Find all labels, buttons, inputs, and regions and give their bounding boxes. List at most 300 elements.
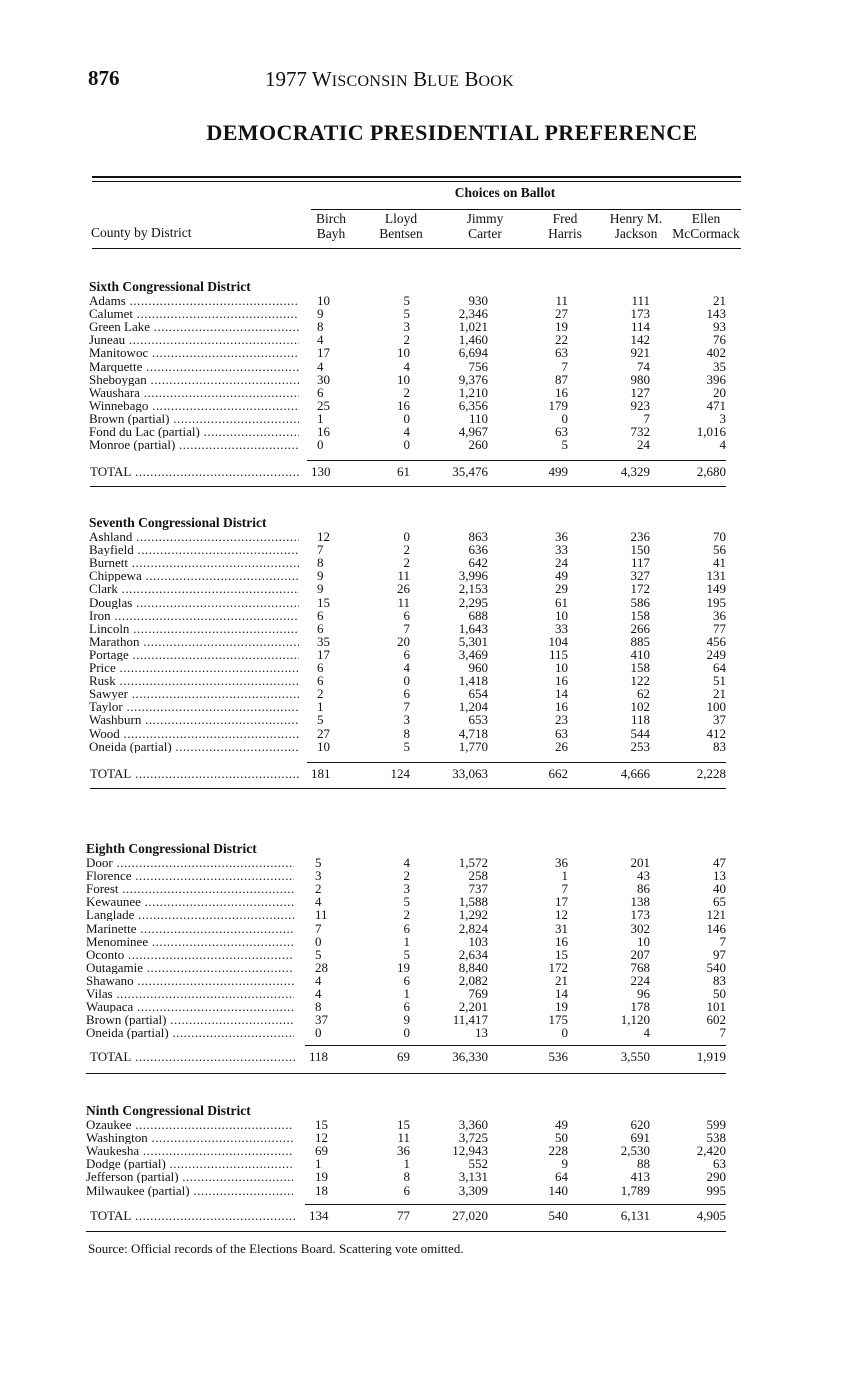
total-cell: 499: [548, 464, 568, 479]
vote-cell: 960: [468, 660, 488, 675]
vote-cell: 1,204: [458, 699, 488, 715]
vote-cell: 27: [555, 306, 568, 322]
county-name: Oneida (partial) .....: [86, 1026, 294, 1039]
book-word-lue: LUE: [427, 73, 460, 90]
county-name: Vilas .....: [86, 987, 294, 1000]
county-row: [0, 1131, 859, 1144]
county-row: [0, 320, 859, 333]
county-row: [0, 1026, 859, 1039]
vote-cell: 131: [706, 568, 726, 584]
county-row: [0, 346, 859, 359]
vote-cell: 6: [403, 972, 410, 988]
vote-cell: 4: [643, 1025, 650, 1041]
vote-cell: 10: [317, 738, 330, 754]
vote-cell: 7: [561, 881, 568, 897]
vote-cell: 11: [397, 568, 410, 584]
vote-cell: 5: [403, 946, 410, 962]
vote-cell: 1: [561, 868, 568, 884]
total-cell: 4,666: [620, 766, 650, 781]
county-name: Green Lake .....: [89, 320, 299, 333]
vote-cell: 0: [561, 1025, 568, 1041]
vote-cell: 5: [403, 894, 410, 910]
county-name: Langlade .....: [86, 908, 294, 921]
vote-cell: 35: [317, 633, 330, 649]
vote-cell: 327: [630, 568, 650, 584]
vote-cell: 63: [555, 725, 568, 741]
vote-cell: 302: [630, 920, 650, 936]
vote-cell: 173: [630, 907, 650, 923]
vote-cell: 402: [706, 345, 726, 361]
vote-cell: 4: [315, 986, 322, 1001]
vote-cell: 51: [713, 673, 726, 689]
vote-cell: 10: [555, 660, 568, 675]
county-row: [0, 674, 859, 687]
vote-cell: 540: [706, 959, 726, 975]
vote-cell: 6: [317, 384, 324, 400]
county-row: [0, 987, 859, 1000]
vote-cell: 21: [713, 293, 726, 308]
vote-cell: 1,021: [458, 319, 488, 335]
vote-cell: 6: [403, 999, 410, 1015]
vote-cell: 6,694: [458, 345, 488, 361]
county-row: [0, 1170, 859, 1183]
county-row: [0, 869, 859, 882]
total-cell: 4,329: [620, 464, 650, 479]
county-name: Adams .....: [89, 294, 299, 307]
vote-cell: 15: [315, 1117, 328, 1132]
vote-cell: 0: [561, 410, 568, 426]
vote-cell: 544: [630, 725, 650, 741]
county-row: [0, 386, 859, 399]
county-row: [0, 425, 859, 438]
vote-cell: 4: [403, 358, 410, 374]
county-row: [0, 908, 859, 921]
vote-cell: 36: [397, 1143, 410, 1159]
vote-cell: 602: [706, 1012, 726, 1028]
vote-cell: 3: [315, 868, 322, 884]
vote-cell: 3,725: [458, 1130, 488, 1146]
vote-cell: 16: [317, 424, 330, 439]
vote-cell: 11: [397, 1130, 410, 1146]
total-top-rule: [307, 762, 726, 763]
vote-cell: 83: [713, 738, 726, 754]
vote-cell: 5: [403, 293, 410, 308]
section-bottom-rule: [86, 1073, 726, 1074]
vote-cell: 36: [555, 855, 568, 870]
county-name: Winnebago .....: [89, 399, 299, 412]
column-last-name: Jackson: [614, 226, 658, 241]
total-label: TOTAL .....: [90, 1208, 295, 1223]
total-cell: 536: [548, 1049, 568, 1064]
vote-cell: 50: [555, 1130, 568, 1146]
total-cell: 33,063: [452, 766, 488, 781]
vote-cell: 62: [637, 686, 650, 702]
county-row: [0, 556, 859, 569]
county-name: Manitowoc .....: [89, 346, 299, 359]
vote-cell: 412: [706, 725, 726, 741]
total-cell: 118: [309, 1049, 329, 1064]
book-word-b2: B: [464, 67, 479, 91]
total-row-ninth: [0, 1208, 859, 1223]
vote-cell: 36: [713, 607, 726, 623]
vote-cell: 6: [403, 607, 410, 623]
county-row: [0, 530, 859, 543]
vote-cell: 620: [630, 1117, 650, 1132]
total-row-seventh: [0, 766, 859, 781]
vote-cell: 1,643: [458, 620, 488, 636]
vote-cell: 127: [630, 384, 650, 400]
total-cell: 27,020: [452, 1208, 488, 1223]
column-header-bayh: [301, 211, 361, 241]
total-label: TOTAL .....: [90, 766, 300, 781]
vote-cell: 236: [630, 529, 650, 544]
vote-cell: 2,346: [458, 306, 488, 322]
vote-cell: 65: [713, 894, 726, 910]
total-cell: 130: [311, 464, 331, 479]
vote-cell: 1,460: [458, 332, 488, 348]
county-name: Menominee .....: [86, 935, 294, 948]
vote-cell: 101: [706, 999, 726, 1015]
vote-cell: 413: [630, 1169, 650, 1185]
county-name: Door .....: [86, 856, 294, 869]
vote-cell: 3,996: [458, 568, 488, 584]
total-cell: 124: [390, 766, 410, 781]
vote-cell: 642: [468, 555, 488, 571]
county-name: Washington .....: [86, 1131, 293, 1144]
vote-cell: 1,770: [458, 738, 488, 754]
vote-cell: 175: [548, 1012, 568, 1028]
county-row: [0, 609, 859, 622]
county-row: [0, 882, 859, 895]
vote-cell: 4: [719, 437, 726, 453]
book-title: [265, 67, 514, 92]
district-title: Seventh Congressional District: [89, 515, 267, 530]
vote-cell: 69: [315, 1143, 328, 1159]
vote-cell: 13: [475, 1025, 488, 1041]
top-rule: [92, 176, 741, 178]
county-row: [0, 596, 859, 609]
vote-cell: 6: [317, 620, 324, 636]
vote-cell: 980: [630, 371, 650, 387]
column-first-name: Henry M.: [609, 211, 663, 226]
vote-cell: 599: [706, 1117, 726, 1132]
report-title: DEMOCRATIC PRESIDENTIAL PREFERENCE: [206, 120, 698, 145]
vote-cell: 201: [630, 855, 650, 870]
vote-cell: 5: [315, 946, 322, 962]
county-name: Sheboygan .....: [89, 373, 299, 386]
vote-cell: 2: [403, 542, 410, 558]
vote-cell: 143: [706, 306, 726, 322]
county-name: Price .....: [89, 661, 299, 674]
vote-cell: 33: [555, 620, 568, 636]
vote-cell: 10: [637, 933, 650, 949]
vote-cell: 7: [317, 542, 324, 558]
vote-cell: 40: [713, 881, 726, 897]
vote-cell: 36: [555, 529, 568, 544]
county-name: Waushara .....: [89, 386, 299, 399]
vote-cell: 2,634: [458, 946, 488, 962]
vote-cell: 19: [397, 959, 410, 975]
column-header-bentsen: [365, 211, 437, 241]
vote-cell: 3: [403, 319, 410, 335]
vote-cell: 104: [548, 633, 568, 649]
header-bottom-rule: [92, 248, 741, 249]
vote-cell: 768: [630, 959, 650, 975]
vote-cell: 0: [403, 410, 410, 426]
vote-cell: 5,301: [458, 633, 488, 649]
vote-cell: 56: [713, 542, 726, 558]
vote-cell: 5: [315, 855, 322, 870]
vote-cell: 14: [555, 986, 568, 1001]
column-last-name: Bentsen: [379, 226, 423, 241]
county-row: [0, 856, 859, 869]
county-name: Juneau .....: [89, 333, 299, 346]
vote-cell: 19: [555, 319, 568, 335]
vote-cell: 21: [713, 686, 726, 702]
vote-cell: 24: [555, 555, 568, 571]
vote-cell: 26: [555, 738, 568, 754]
vote-cell: 2: [403, 332, 410, 348]
vote-cell: 756: [468, 358, 488, 374]
vote-cell: 260: [468, 437, 488, 453]
vote-cell: 769: [468, 986, 488, 1001]
county-name: Ashland .....: [89, 530, 299, 543]
vote-cell: 29: [555, 581, 568, 597]
total-top-rule: [307, 460, 726, 461]
county-by-district-header: County by District: [91, 225, 192, 240]
vote-cell: 4: [317, 358, 324, 374]
vote-cell: 86: [637, 881, 650, 897]
vote-cell: 4,967: [458, 424, 488, 439]
vote-cell: 121: [706, 907, 726, 923]
vote-cell: 77: [713, 620, 726, 636]
county-name: Clark .....: [89, 582, 299, 595]
county-row: [0, 1184, 859, 1197]
vote-cell: 11,417: [452, 1012, 488, 1028]
vote-cell: 15: [397, 1117, 410, 1132]
column-header-mccormack: [666, 211, 746, 241]
vote-cell: 103: [468, 933, 488, 949]
page-number: 876: [88, 66, 120, 90]
vote-cell: 471: [706, 397, 726, 413]
vote-cell: 15: [317, 594, 330, 610]
vote-cell: 74: [637, 358, 650, 374]
vote-cell: 586: [630, 594, 650, 610]
vote-cell: 7: [403, 620, 410, 636]
vote-cell: 3,469: [458, 646, 488, 662]
county-name: Waupaca .....: [86, 1000, 294, 1013]
vote-cell: 70: [713, 529, 726, 544]
county-name: Dodge (partial) .....: [86, 1157, 293, 1170]
vote-cell: 456: [706, 633, 726, 649]
vote-cell: 28: [315, 959, 328, 975]
book-word-isconsin: ISCONSIN: [331, 73, 408, 90]
vote-cell: 140: [548, 1182, 568, 1198]
vote-cell: 7: [719, 1025, 726, 1041]
vote-cell: 31: [555, 920, 568, 936]
total-top-rule: [305, 1045, 726, 1046]
section-bottom-rule: [86, 1231, 726, 1232]
vote-cell: 1,572: [458, 855, 488, 870]
total-cell: 77: [397, 1208, 410, 1223]
vote-cell: 195: [706, 594, 726, 610]
vote-cell: 4: [317, 332, 324, 348]
vote-cell: 1: [317, 699, 324, 715]
vote-cell: 654: [468, 686, 488, 702]
county-name: Marquette .....: [89, 360, 299, 373]
vote-cell: 158: [630, 660, 650, 675]
vote-cell: 96: [637, 986, 650, 1001]
vote-cell: 6: [403, 1182, 410, 1198]
county-row: [0, 333, 859, 346]
vote-cell: 5: [317, 712, 324, 728]
vote-cell: 19: [555, 999, 568, 1015]
vote-cell: 6,356: [458, 397, 488, 413]
county-row: [0, 948, 859, 961]
vote-cell: 14: [555, 686, 568, 702]
book-year: 1977: [265, 67, 307, 91]
vote-cell: 49: [555, 568, 568, 584]
vote-cell: 7: [643, 410, 650, 426]
vote-cell: 9: [403, 1012, 410, 1028]
county-row: [0, 974, 859, 987]
vote-cell: 2,824: [458, 920, 488, 936]
county-name: Douglas .....: [89, 596, 299, 609]
county-row: [0, 412, 859, 425]
vote-cell: 8: [403, 1169, 410, 1185]
vote-cell: 0: [403, 529, 410, 544]
vote-cell: 0: [315, 933, 322, 949]
vote-cell: 2,082: [458, 972, 488, 988]
county-row: [0, 922, 859, 935]
county-name: Waukesha .....: [86, 1144, 293, 1157]
total-row-eighth: [0, 1049, 859, 1064]
vote-cell: 0: [317, 437, 324, 453]
column-last-name: Bayh: [316, 226, 346, 241]
top-rule-thin: [92, 181, 741, 182]
vote-cell: 30: [317, 371, 330, 387]
county-name: Burnett .....: [89, 556, 299, 569]
county-name: Fond du Lac (partial) .....: [89, 425, 299, 438]
column-first-name: Birch: [316, 211, 346, 226]
district-title: Eighth Congressional District: [86, 841, 257, 856]
vote-cell: 2,153: [458, 581, 488, 597]
vote-cell: 4: [315, 972, 322, 988]
county-name: Washburn .....: [89, 713, 299, 726]
vote-cell: 21: [555, 972, 568, 988]
vote-cell: 8: [317, 319, 324, 335]
vote-cell: 110: [468, 410, 488, 426]
county-row: [0, 740, 859, 753]
vote-cell: 16: [555, 699, 568, 715]
county-name: Shawano .....: [86, 974, 294, 987]
vote-cell: 100: [706, 699, 726, 715]
vote-cell: 6: [403, 920, 410, 936]
vote-cell: 114: [630, 319, 650, 335]
vote-cell: 10: [555, 607, 568, 623]
county-name: Rusk .....: [89, 674, 299, 687]
vote-cell: 2,420: [696, 1143, 726, 1159]
vote-cell: 16: [397, 397, 410, 413]
county-name: Monroe (partial) .....: [89, 438, 299, 451]
total-cell: 69: [397, 1049, 410, 1064]
vote-cell: 228: [548, 1143, 568, 1159]
vote-cell: 87: [555, 371, 568, 387]
vote-cell: 7: [315, 920, 322, 936]
county-row: [0, 622, 859, 635]
vote-cell: 64: [555, 1169, 568, 1185]
vote-cell: 146: [706, 920, 726, 936]
vote-cell: 6: [317, 607, 324, 623]
vote-cell: 1,789: [620, 1182, 650, 1198]
book-word-w: W: [311, 67, 332, 91]
county-name: Brown (partial) .....: [86, 1013, 294, 1026]
column-first-name: Lloyd: [384, 211, 418, 226]
vote-cell: 43: [637, 868, 650, 884]
vote-cell: 64: [713, 660, 726, 675]
county-row: [0, 713, 859, 726]
vote-cell: 3,131: [458, 1169, 488, 1185]
vote-cell: 3: [719, 410, 726, 426]
county-name: Sawyer .....: [89, 687, 299, 700]
vote-cell: 2: [315, 881, 322, 897]
vote-cell: 10: [397, 345, 410, 361]
county-row: [0, 1118, 859, 1131]
vote-cell: 18: [315, 1182, 328, 1198]
county-name: Bayfield .....: [89, 543, 299, 556]
total-cell: 6,131: [620, 1208, 650, 1223]
county-row: [0, 700, 859, 713]
vote-cell: 16: [555, 384, 568, 400]
book-word-b1: B: [413, 67, 428, 91]
vote-cell: 11: [315, 907, 328, 923]
total-cell: 1,919: [696, 1049, 726, 1064]
vote-cell: 10: [397, 371, 410, 387]
county-name: Kewaunee .....: [86, 895, 294, 908]
county-name: Taylor .....: [89, 700, 299, 713]
total-cell: 2,228: [696, 766, 726, 781]
vote-cell: 149: [706, 581, 726, 597]
county-name: Portage .....: [89, 648, 299, 661]
vote-cell: 636: [468, 542, 488, 558]
vote-cell: 863: [468, 529, 488, 544]
vote-cell: 4: [403, 424, 410, 439]
column-last-name: Harris: [548, 226, 582, 241]
vote-cell: 2: [403, 907, 410, 923]
vote-cell: 35: [713, 358, 726, 374]
vote-cell: 8: [317, 555, 324, 571]
vote-cell: 88: [637, 1156, 650, 1172]
vote-cell: 63: [555, 345, 568, 361]
choices-on-ballot-heading: Choices on Ballot: [454, 185, 556, 200]
vote-cell: 11: [555, 293, 568, 308]
vote-cell: 5: [403, 306, 410, 322]
vote-cell: 115: [548, 646, 568, 662]
vote-cell: 37: [713, 712, 726, 728]
vote-cell: 12: [317, 529, 330, 544]
county-row: [0, 582, 859, 595]
vote-cell: 2,201: [458, 999, 488, 1015]
vote-cell: 16: [555, 933, 568, 949]
vote-cell: 23: [555, 712, 568, 728]
column-first-name: Fred: [552, 211, 578, 226]
county-name: Florence .....: [86, 869, 294, 882]
county-row: [0, 895, 859, 908]
county-row: [0, 373, 859, 386]
source-note: Source: Official records of the Elections Board. Scattering vote omitted.: [88, 1241, 464, 1256]
vote-cell: 5: [561, 437, 568, 453]
county-row: [0, 1013, 859, 1026]
